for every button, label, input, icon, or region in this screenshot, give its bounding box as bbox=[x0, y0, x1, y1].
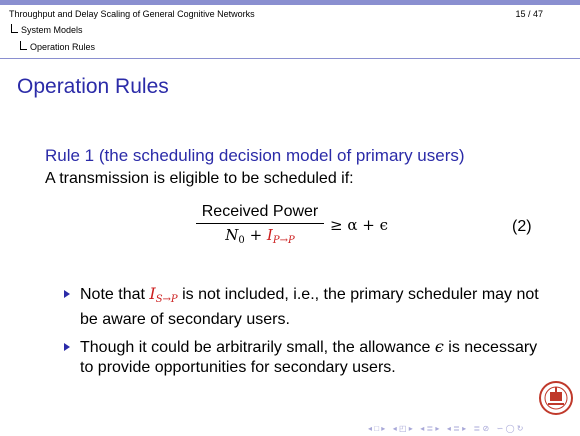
header-divider bbox=[0, 58, 580, 59]
tree-branch-icon bbox=[20, 41, 27, 50]
epsilon-symbol: ϵ bbox=[434, 337, 444, 356]
nav-search-icon[interactable]: ∽ ◯ ↻ bbox=[496, 424, 524, 433]
plus-sign: + bbox=[244, 226, 267, 244]
interference-symbol: $I_{S\to P}$ bbox=[149, 284, 178, 305]
breadcrumb-subsection bbox=[20, 41, 95, 52]
noise-symbol: N bbox=[225, 226, 239, 244]
noise-subscript: 0 bbox=[238, 235, 245, 246]
equation-number: (2) bbox=[512, 218, 532, 235]
bullet-text: is necessary to provide opportunities for secondary users. bbox=[80, 339, 538, 376]
list-item bbox=[62, 337, 552, 378]
university-seal-logo bbox=[538, 380, 574, 416]
bullet-text: Though it could be arbitrarily small, the allowance bbox=[80, 339, 435, 356]
rule-title: Rule 1 (the scheduling decision model of primary users) bbox=[45, 146, 465, 165]
equation-fraction bbox=[195, 203, 325, 246]
breadcrumb-section bbox=[11, 24, 83, 35]
header-bar bbox=[0, 0, 580, 5]
nav-first-icon[interactable]: ◂ □ ▸ bbox=[368, 424, 386, 433]
breadcrumb-subsection-label: Operation Rules bbox=[30, 42, 96, 52]
bullet-triangle-icon bbox=[64, 290, 70, 298]
equation-numerator: Received Power bbox=[201, 203, 319, 220]
tree-branch-icon bbox=[11, 24, 18, 33]
beamer-navigation[interactable] bbox=[368, 418, 578, 432]
equation-rhs: ≥ α + ϵ bbox=[330, 216, 388, 234]
nav-last-icon[interactable]: ≣ ⊘ bbox=[473, 424, 490, 433]
presentation-title: Throughput and Delay Scaling of General Cognitive Networks bbox=[9, 9, 255, 19]
equation-denominator bbox=[195, 224, 325, 246]
bullet-list bbox=[62, 284, 552, 385]
nav-section-icon[interactable]: ◂ ≣ ▸ bbox=[420, 424, 440, 433]
breadcrumb-section-label: System Models bbox=[21, 25, 83, 35]
frame-title: Operation Rules bbox=[17, 75, 169, 98]
rule-body: A transmission is eligible to be scheduled if: bbox=[45, 170, 354, 187]
bullet-text: Note that bbox=[80, 286, 150, 303]
bullet-text: is not included, i.e., the primary scheduler may not be aware of secondary users. bbox=[80, 286, 539, 328]
page-counter: 15 / 47 bbox=[515, 9, 543, 19]
list-item bbox=[62, 284, 552, 330]
nav-next-icon[interactable]: ◂ ≣ ▸ bbox=[446, 424, 467, 433]
interference-symbol: $I_{P\to P}$ bbox=[266, 226, 295, 246]
bullet-triangle-icon bbox=[64, 343, 70, 351]
nav-prev-icon[interactable]: ◂ ◰ ▸ bbox=[392, 424, 413, 433]
